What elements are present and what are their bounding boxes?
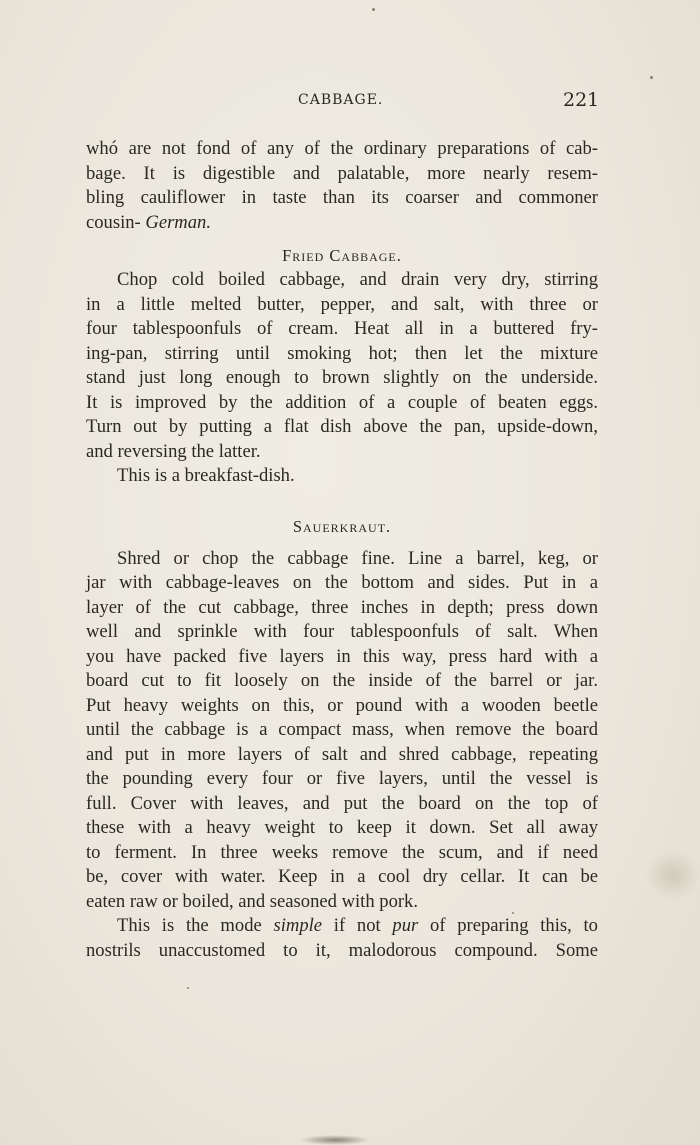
text-line: Shred or chop the cabbage fine. Line a barrel, keg, or <box>117 547 598 569</box>
text-line: eaten raw or boiled, and seasoned with pork. <box>86 890 419 912</box>
text-fragment: This is the mode <box>117 915 274 936</box>
text-fragment: of preparing this, to <box>418 915 598 936</box>
text-line: in a little melted butter, pepper, and salt, with three or <box>86 293 598 315</box>
text-line: jar with cabbage-leaves on the bottom and sides. Put in a <box>86 572 598 593</box>
text-line: well and sprinkle with four tablespoonfuls of salt. When <box>86 621 598 642</box>
text-line: and put in more layers of salt and shred cabbage, repeating <box>86 743 598 765</box>
text-line: bage. It is digestible and palatable, more nearly resem- <box>86 162 598 184</box>
italic-word: simple <box>273 915 323 936</box>
text-line: Turn out by putting a flat dish above the pan, upside-down, <box>86 416 598 437</box>
text-line: you have packed five layers in this way, press hard with a <box>86 645 598 667</box>
text-line: to ferment. In three weeks remove the scum, and if need <box>86 841 598 863</box>
text-line: bling cauliflower in taste than its coarser and commoner <box>86 187 598 208</box>
text-line: nostrils unaccustomed to it, malodorous compound. Some <box>86 939 598 961</box>
italic-word: pur <box>392 915 419 936</box>
text-line: It is improved by the addition of a couple of beaten eggs. <box>86 391 598 413</box>
text-line <box>86 914 598 939</box>
text-line: This is a breakfast-dish. <box>117 465 295 486</box>
paper-speck <box>650 76 653 79</box>
text-line: Put heavy weights on this, or pound with a wooden beetle <box>86 694 598 716</box>
text-line: and reversing the latter. <box>86 440 261 462</box>
text-line: these with a heavy weight to keep it down. Set all away <box>86 817 598 838</box>
paper-stain <box>645 850 700 900</box>
text-line: four tablespoonfuls of cream. Heat all in a buttered fry- <box>86 318 598 339</box>
text-line <box>86 211 598 236</box>
body-text <box>86 137 598 963</box>
italic-word: German. <box>145 211 211 233</box>
text-line: be, cover with water. Keep in a cool dry cellar. It can be <box>86 866 598 887</box>
text-line: whó are not fond of any of the ordinary preparations of cab- <box>86 138 598 159</box>
text-line: ing-pan, stirring until smoking hot; then let the mixture <box>86 342 598 364</box>
text-line: layer of the cut cabbage, three inches in depth; press down <box>86 596 598 618</box>
paper-speck <box>372 8 375 11</box>
page-number: 221 <box>563 89 600 111</box>
section-heading-fried-cabbage: Fried Cabbage. <box>282 246 402 265</box>
text-line: stand just long enough to brown slightly on the underside. <box>86 367 598 388</box>
text-line: full. Cover with leaves, and put the board on the top of <box>86 792 598 814</box>
text-line: board cut to fit loosely on the inside of the barrel or jar. <box>86 670 598 691</box>
text-line: Chop cold boiled cabbage, and drain very dry, stirring <box>117 269 598 290</box>
text-fragment: cousin- <box>86 211 146 233</box>
section-heading-sauerkraut: Sauerkraut. <box>292 516 392 536</box>
text-line: the pounding every four or five layers, until the vessel is <box>86 768 598 789</box>
paper-speck <box>187 987 189 989</box>
binding-shadow <box>300 1135 370 1145</box>
running-head <box>0 89 700 116</box>
paper-speck <box>512 912 514 914</box>
text-line: until the cabbage is a compact mass, when remove the board <box>86 719 598 740</box>
running-title: CABBAGE. <box>298 92 384 108</box>
text-fragment: if not <box>322 915 393 936</box>
